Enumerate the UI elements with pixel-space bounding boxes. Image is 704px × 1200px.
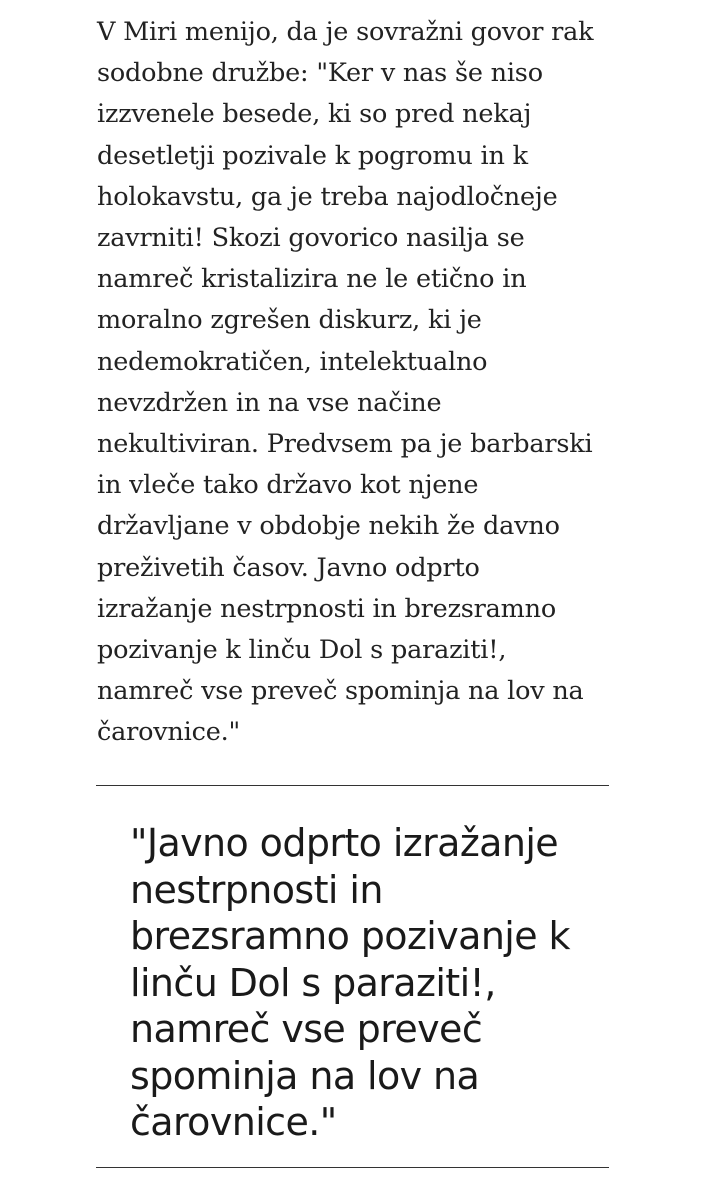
pull-quote-line: brezsramno pozivanje k: [130, 914, 570, 958]
paragraph-line: pozivanje k linču Dol s paraziti!,: [97, 635, 507, 666]
pull-quote-line: linču Dol s paraziti!,: [130, 960, 496, 1005]
paragraph-line: čarovnice.": [97, 717, 241, 748]
paragraph-line: nevzdržen in na vse načine: [97, 387, 442, 418]
paragraph-line: namreč kristalizira ne le etično in: [97, 264, 527, 295]
paragraph-line: moralno zgrešen diskurz, ki je: [97, 305, 482, 336]
pull-quote-bottom-divider: [96, 1167, 609, 1168]
paragraph-line: sodobne družbe: "Ker v nas še niso: [97, 58, 543, 89]
body-paragraph: [97, 12, 617, 754]
pull-quote-line: spominja na lov na: [130, 1053, 480, 1098]
paragraph-line: izzvenele besede, ki so pred nekaj: [97, 99, 532, 130]
paragraph-line: izražanje nestrpnosti in brezsramno: [97, 593, 557, 624]
pull-quote-line: nestrpnosti in: [130, 867, 383, 912]
pull-quote-top-divider: [96, 785, 609, 786]
paragraph-line: namreč vse preveč spominja na lov na: [97, 676, 584, 707]
paragraph-line: in vleče tako državo kot njene: [97, 470, 479, 501]
pull-quote-line: "Javno odprto izražanje: [130, 821, 559, 865]
pull-quote-line: čarovnice.": [130, 1100, 337, 1144]
paragraph-line: desetletji pozivale k pogromu in k: [97, 140, 528, 171]
paragraph-line: zavrniti! Skozi govorico nasilja se: [97, 223, 525, 254]
paragraph-line: preživetih časov. Javno odprto: [97, 552, 480, 583]
paragraph-line: V Miri menijo, da je sovražni govor rak: [97, 17, 594, 47]
paragraph-line: nedemokratičen, intelektualno: [97, 346, 488, 377]
paragraph-line: državljane v obdobje nekih že davno: [97, 511, 560, 542]
pull-quote-line: namreč vse preveč: [130, 1007, 483, 1051]
pull-quote: [130, 820, 600, 1146]
paragraph-line: holokavstu, ga je treba najodločneje: [97, 181, 558, 212]
paragraph-line: nekultiviran. Predvsem pa je barbarski: [97, 429, 593, 460]
